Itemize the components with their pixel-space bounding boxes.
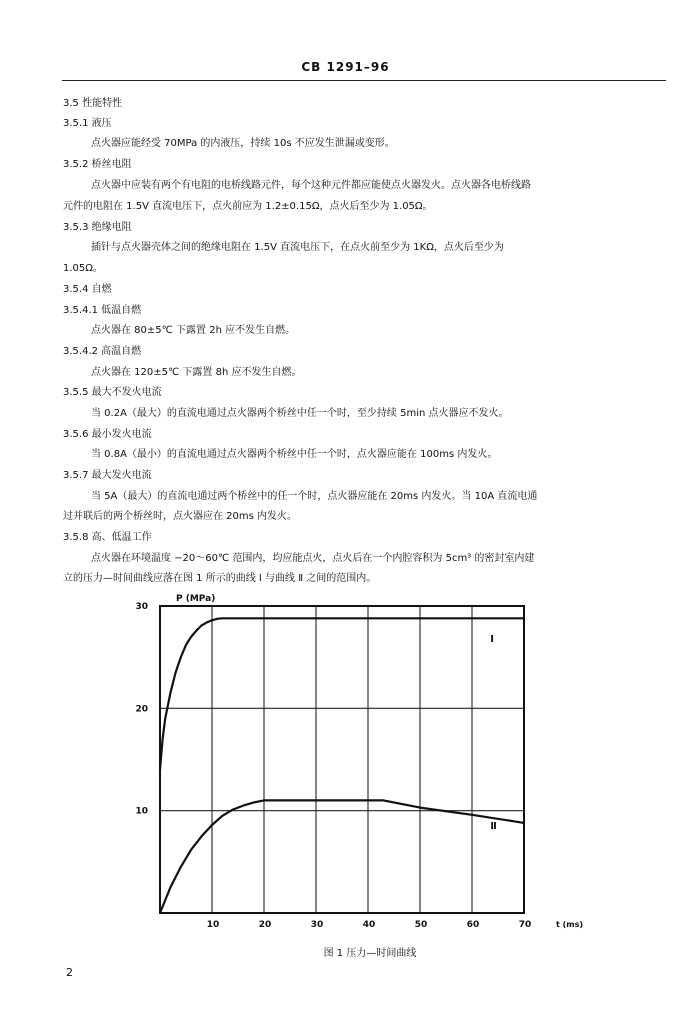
section-3-5-8-heading: 3.5.8 高、低温工作: [63, 532, 152, 543]
curve-ii-label: Ⅱ: [490, 821, 497, 833]
section-3-5-8-text-line2: 立的压力—时间曲线应落在图 1 所示的曲线 Ⅰ 与曲线 Ⅱ 之间的范围内。: [63, 573, 377, 584]
header-rule: [62, 80, 666, 81]
standard-code-header: CB 1291–96: [301, 60, 390, 74]
section-3-5-heading: 3.5 性能特性: [63, 98, 123, 109]
section-3-5-3-heading: 3.5.3 绝缘电阻: [63, 222, 132, 233]
section-3-5-7-text-line1: 当 5A（最大）的直流电通过两个桥丝中的任一个时，点火器应能在 20ms 内发火。当 10A 直流电通: [91, 491, 538, 502]
y-tick-label: 20: [135, 704, 148, 715]
y-axis-label: P (MPa): [176, 594, 216, 604]
pressure-time-chart: [0, 590, 691, 970]
page-number: 2: [66, 966, 73, 979]
section-3-5-4-1-text: 点火器在 80±5℃ 下露置 2h 应不发生自燃。: [91, 325, 296, 336]
section-3-5-7-text-line2: 过并联后的两个桥丝时，点火器应在 20ms 内发火。: [63, 511, 298, 522]
section-3-5-5-heading: 3.5.5 最大不发火电流: [63, 387, 162, 398]
section-3-5-4-1-heading: 3.5.4.1 低温自燃: [63, 305, 142, 316]
x-tick-label: 50: [414, 920, 428, 930]
section-3-5-2-text-line1: 点火器中应装有两个有电阻的电桥线路元件，每个这种元件都应能使点火器发火。点火器各电桥线路: [91, 180, 531, 191]
x-tick-label: 60: [466, 920, 480, 930]
section-3-5-3-text-line2: 1.05Ω。: [63, 263, 103, 274]
y-tick-label: 10: [135, 806, 148, 817]
x-tick-label: 30: [310, 920, 324, 930]
section-3-5-7-heading: 3.5.7 最大发火电流: [63, 470, 152, 481]
section-3-5-4-2-heading: 3.5.4.2 高温自燃: [63, 346, 142, 357]
curve-ii: [160, 800, 524, 913]
section-3-5-1-heading: 3.5.1 液压: [63, 118, 112, 129]
section-3-5-2-heading: 3.5.2 桥丝电阻: [63, 159, 132, 170]
y-tick-label: 30: [135, 602, 148, 612]
section-3-5-2-text-line2: 元件的电阻在 1.5V 直流电压下，点火前应为 1.2±0.15Ω，点火后至少为 1.05Ω。: [63, 201, 433, 212]
section-3-5-3-text-line1: 插针与点火器壳体之间的绝缘电阻在 1.5V 直流电压下，在点火前至少为 1KΩ，点火后至少为: [91, 242, 504, 253]
curve-i-label: Ⅰ: [490, 633, 494, 645]
x-tick-label: 10: [206, 920, 220, 930]
x-tick-label: 40: [362, 920, 376, 930]
curve-i: [160, 618, 524, 769]
figure-caption: 图 1 压力—时间曲线: [323, 948, 417, 959]
x-tick-label: 70: [518, 920, 532, 930]
x-tick-label: 20: [258, 920, 272, 930]
section-3-5-8-text-line1: 点火器在环境温度 −20～60℃ 范围内，均应能点火，点火后在一个内腔容积为 5cm³ 的密封室内建: [91, 553, 535, 564]
section-3-5-4-heading: 3.5.4 自燃: [63, 284, 112, 295]
plot-frame: [160, 606, 524, 913]
section-3-5-5-text: 当 0.2A（最大）的直流电通过点火器两个桥丝中任一个时，至少持续 5min 点火器应不发火。: [91, 408, 509, 419]
x-axis-label: t (ms): [556, 920, 584, 929]
section-3-5-6-heading: 3.5.6 最小发火电流: [63, 429, 152, 440]
section-3-5-4-2-text: 点火器在 120±5℃ 下露置 8h 应不发生自燃。: [91, 367, 302, 378]
section-3-5-6-text: 当 0.8A（最小）的直流电通过点火器两个桥丝中任一个时，点火器应能在 100ms 内发火。: [91, 449, 498, 460]
section-3-5-1-text: 点火器应能经受 70MPa 的内液压，持续 10s 不应发生泄漏或变形。: [91, 138, 395, 149]
